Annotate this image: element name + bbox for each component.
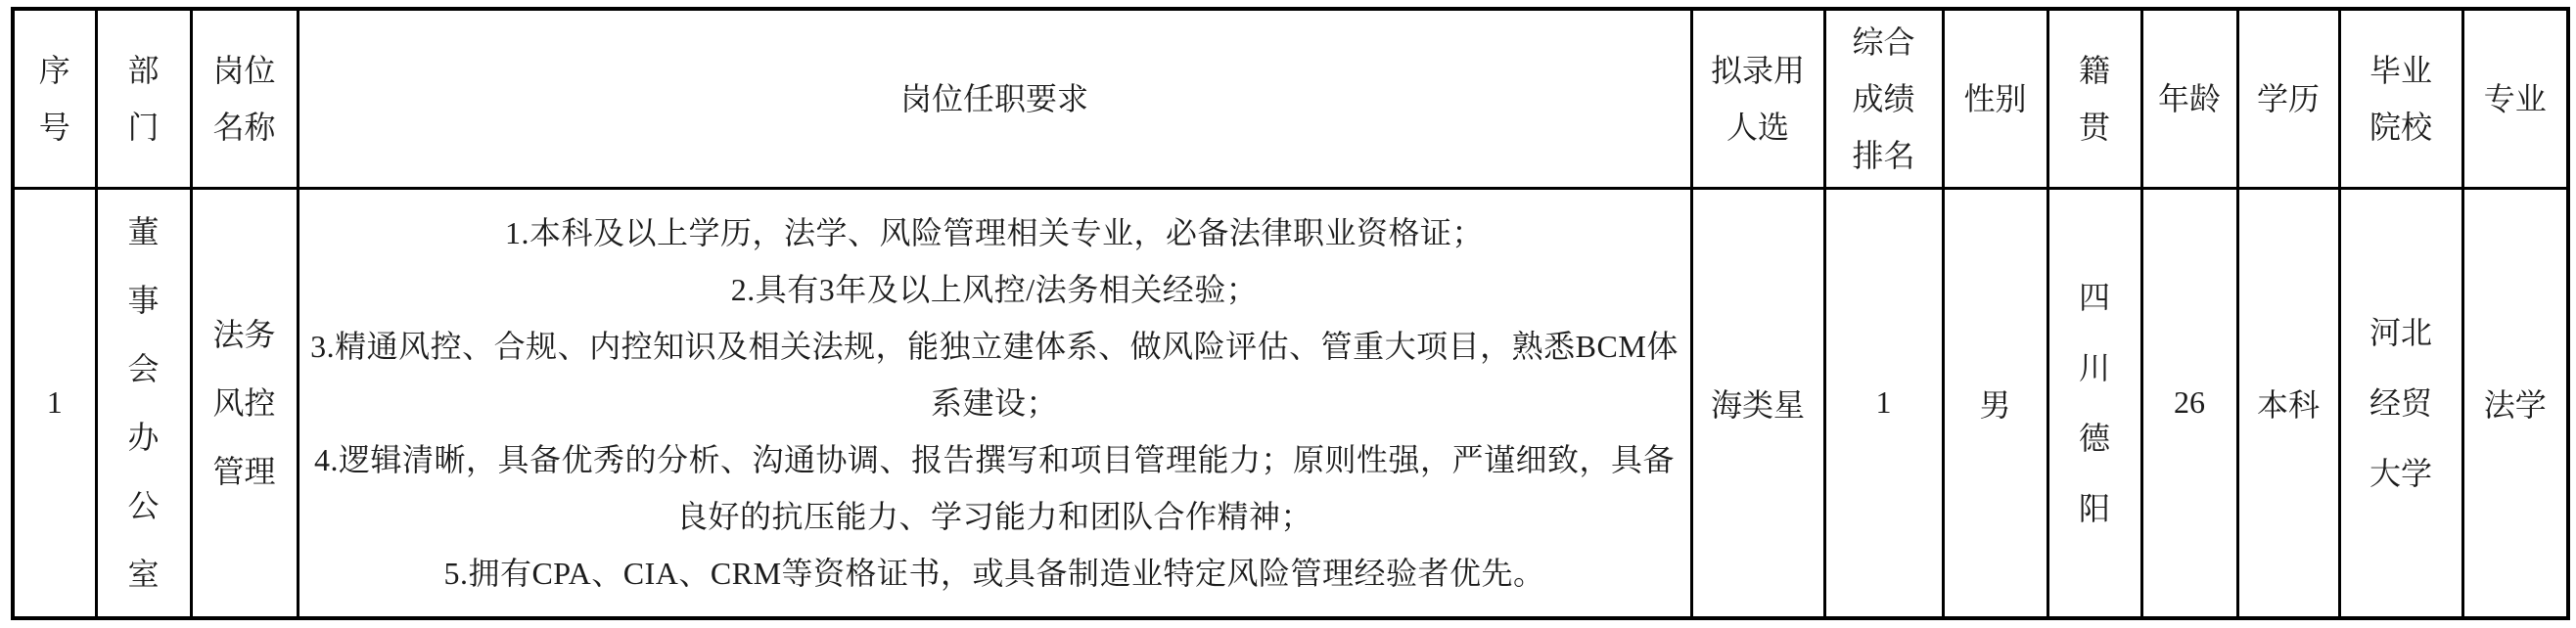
rank-value: 1 — [1875, 384, 1892, 421]
header-rank-line: 成绩 — [1852, 80, 1915, 116]
department-line: 会 — [127, 350, 160, 386]
header-rank-line: 排名 — [1852, 137, 1915, 173]
department-line: 室 — [127, 556, 160, 592]
header-education-line: 学历 — [2256, 80, 2320, 116]
recruitment-table — [11, 7, 2570, 620]
header-department-line: 部 — [127, 52, 160, 88]
header-candidate-line: 人选 — [1725, 109, 1789, 145]
header-school — [2339, 9, 2462, 188]
candidate-name: 海类星 — [1710, 386, 1805, 423]
header-age-line: 年龄 — [2157, 80, 2221, 116]
header-education — [2237, 9, 2339, 188]
header-position — [191, 9, 298, 188]
header-school-line: 院校 — [2369, 109, 2432, 145]
header-gender-line: 性别 — [1963, 80, 2027, 116]
position-line: 风控 — [212, 384, 276, 421]
serial-value: 1 — [46, 384, 63, 421]
cell-education — [2237, 188, 2339, 618]
position-line: 管理 — [212, 453, 276, 489]
cell-department — [96, 188, 191, 618]
header-position-line: 名称 — [212, 109, 276, 145]
header-department-line: 门 — [127, 109, 160, 145]
age-value: 26 — [2174, 384, 2205, 421]
position-line: 法务 — [212, 316, 276, 352]
cell-position — [191, 188, 298, 618]
header-requirements — [298, 9, 1691, 188]
cell-school — [2339, 188, 2462, 618]
requirement-item: 5.拥有CPA、CIA、CRM等资格证书，或具备制造业特定风险管理经验者优先。 — [443, 555, 1545, 591]
header-row — [13, 9, 2568, 188]
header-serial-line: 序 — [38, 52, 70, 88]
header-gender — [1943, 9, 2047, 188]
cell-gender — [1943, 188, 2047, 618]
cell-serial — [13, 188, 96, 618]
cell-rank — [1824, 188, 1943, 618]
header-major-line: 专业 — [2483, 80, 2547, 116]
header-native-place-line: 籍 — [2078, 52, 2110, 88]
header-age — [2141, 9, 2237, 188]
native-place-line: 四 — [2078, 279, 2110, 315]
header-serial — [13, 9, 96, 188]
school-line: 河北 — [2369, 314, 2432, 350]
cell-age — [2141, 188, 2237, 618]
header-major — [2462, 9, 2568, 188]
table-row — [13, 188, 2568, 618]
header-rank-line: 综合 — [1852, 23, 1915, 60]
header-candidate-line: 拟录用 — [1710, 52, 1805, 88]
requirement-item: 4.逻辑清晰，具备优秀的分析、沟通协调、报告撰写和项目管理能力；原则性强，严谨细致，具备良好的抗压能力、学习能力和团队合作精神； — [313, 441, 1675, 534]
header-native-place-line: 贯 — [2078, 109, 2110, 145]
cell-requirements — [298, 188, 1691, 618]
education-value: 本科 — [2256, 386, 2320, 423]
department-line: 董 — [127, 213, 160, 249]
school-line: 大学 — [2369, 455, 2432, 491]
requirement-item: 1.本科及以上学历，法学、风险管理相关专业，必备法律职业资格证； — [504, 214, 1484, 250]
header-requirements-line: 岗位任职要求 — [899, 80, 1088, 116]
cell-candidate — [1691, 188, 1824, 618]
major-value: 法学 — [2483, 386, 2547, 423]
department-line: 事 — [127, 282, 160, 318]
requirement-item: 2.具有3年及以上风控/法务相关经验； — [730, 271, 1259, 307]
header-native-place — [2047, 9, 2141, 188]
cell-native-place — [2047, 188, 2141, 618]
cell-major — [2462, 188, 2568, 618]
native-place-line: 阳 — [2078, 490, 2110, 526]
department-line: 公 — [127, 487, 160, 523]
school-line: 经贸 — [2369, 384, 2432, 421]
department-line: 办 — [127, 419, 160, 455]
gender-value: 男 — [1979, 386, 2011, 423]
header-position-line: 岗位 — [212, 52, 276, 88]
header-department — [96, 9, 191, 188]
native-place-line: 川 — [2078, 349, 2110, 385]
header-candidate — [1691, 9, 1824, 188]
requirement-item: 3.精通风控、合规、内控知识及相关法规，能独立建体系、做风险评估、管重大项目，熟悉BCM体系建设； — [310, 328, 1679, 421]
native-place-line: 德 — [2078, 420, 2110, 456]
header-serial-line: 号 — [38, 109, 70, 145]
header-rank — [1824, 9, 1943, 188]
header-school-line: 毕业 — [2369, 52, 2432, 88]
